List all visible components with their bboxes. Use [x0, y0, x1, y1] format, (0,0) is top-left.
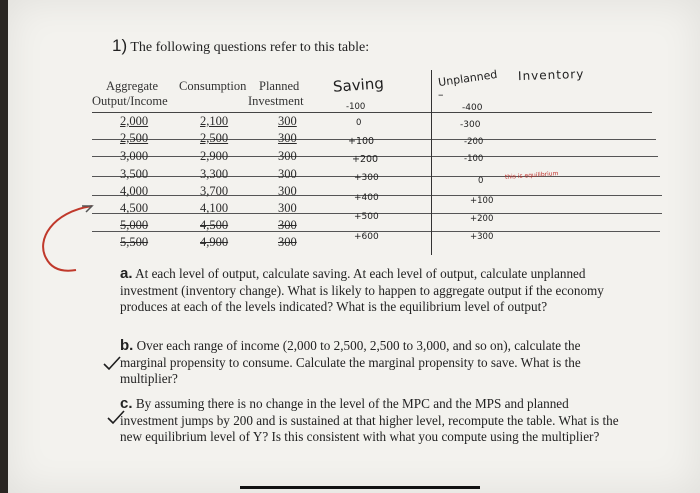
saving-value: +200 [352, 154, 379, 165]
investment-cell: 300 [278, 235, 297, 249]
investment-cell: 300 [278, 167, 297, 181]
inventory-value: -100 [464, 154, 484, 164]
output-cell: 3,500 [120, 167, 149, 181]
question-b-label: b. [120, 337, 134, 354]
inventory-value: -400 [462, 103, 483, 113]
inventory-value: 0 [478, 176, 484, 186]
question-c-text: By assuming there is no change in the level of the MPC and the MPS and planned investment jumps by 200 and is sustained at that higher level, recompute the table. What is the new equilibrium level of Y? Is this consistent with what you compute using the multiplier? [120, 396, 619, 444]
question-c [120, 396, 620, 446]
investment-cell: 300 [278, 201, 297, 215]
output-cell: 2,000 [120, 114, 149, 128]
question-c-label: c. [120, 395, 133, 412]
question-a [120, 266, 620, 316]
saving-value: 0 [356, 118, 362, 128]
question-a-label: a. [120, 265, 133, 282]
investment-cell: 300 [278, 114, 297, 128]
header-consumption: Consumption [179, 79, 247, 93]
checkmark-icon [102, 356, 122, 372]
investment-cell: 300 [278, 218, 297, 232]
consumption-cell: 2,900 [200, 149, 229, 163]
inventory-value: +200 [470, 214, 494, 224]
consumption-cell: 4,100 [200, 201, 229, 215]
output-cell: 2,500 [120, 131, 149, 145]
saving-value: +500 [354, 212, 379, 222]
inventory-value: -200 [464, 137, 484, 147]
saving-header: Saving [332, 74, 385, 96]
output-cell: 4,000 [120, 184, 149, 198]
saving-value: +600 [354, 232, 379, 242]
header-aggregate: Aggregate [106, 79, 159, 93]
investment-cell: 300 [278, 184, 297, 198]
question-prompt: The following questions refer to this table: [130, 40, 370, 55]
question-number: 1) [112, 36, 128, 55]
paper-sheet [8, 0, 700, 493]
red-bracket-annotation [32, 200, 122, 280]
question-a-text: At each level of output, calculate saving. At each level of output, calculate unplanned investment (inventory change). What is likely to happen to aggregate output if the economy produces at each of the levels indicated? What is the equilibrium level of output? [120, 266, 604, 314]
handwritten-divider [431, 70, 432, 255]
question-heading [112, 36, 369, 56]
output-cell: 3,000 [120, 149, 149, 163]
saving-value: -100 [346, 102, 366, 112]
inventory-value: +300 [470, 232, 494, 242]
output-cell: 5,000 [120, 218, 149, 232]
saving-value: +100 [348, 136, 375, 147]
inventory-value: +100 [470, 196, 494, 206]
question-b [120, 338, 620, 388]
consumption-cell: 4,900 [200, 235, 229, 249]
header-rule [92, 112, 652, 113]
inventory-value: -300 [460, 120, 481, 130]
consumption-cell: 2,100 [200, 114, 229, 128]
investment-cell: 300 [278, 149, 297, 163]
output-cell: 4,500 [120, 201, 149, 215]
consumption-cell: 3,300 [200, 167, 229, 181]
saving-value: +300 [354, 173, 379, 183]
header-planned: Planned [259, 79, 300, 93]
investment-cell: 300 [278, 131, 297, 145]
unplanned-header: Unplanned [437, 67, 499, 90]
saving-value: +400 [354, 193, 379, 203]
equilibrium-note: this is equilibrium [504, 170, 559, 181]
inventory-header: Inventory [517, 66, 585, 84]
consumption-cell: 3,700 [200, 184, 229, 198]
header-output-income: Output/Income [92, 94, 168, 108]
consumption-cell: 2,500 [200, 131, 229, 145]
header-dash: – [438, 88, 444, 101]
question-b-text: Over each range of income (2,000 to 2,500, 2,500 to 3,000, and so on), calculate the marginal propensity to consume. Calculate the marginal propensity to save. What is the multiplier? [120, 338, 581, 386]
consumption-cell: 4,500 [200, 218, 229, 232]
header-investment: Investment [248, 94, 304, 108]
bottom-underline [240, 486, 480, 489]
output-cell: 5,500 [120, 235, 149, 249]
